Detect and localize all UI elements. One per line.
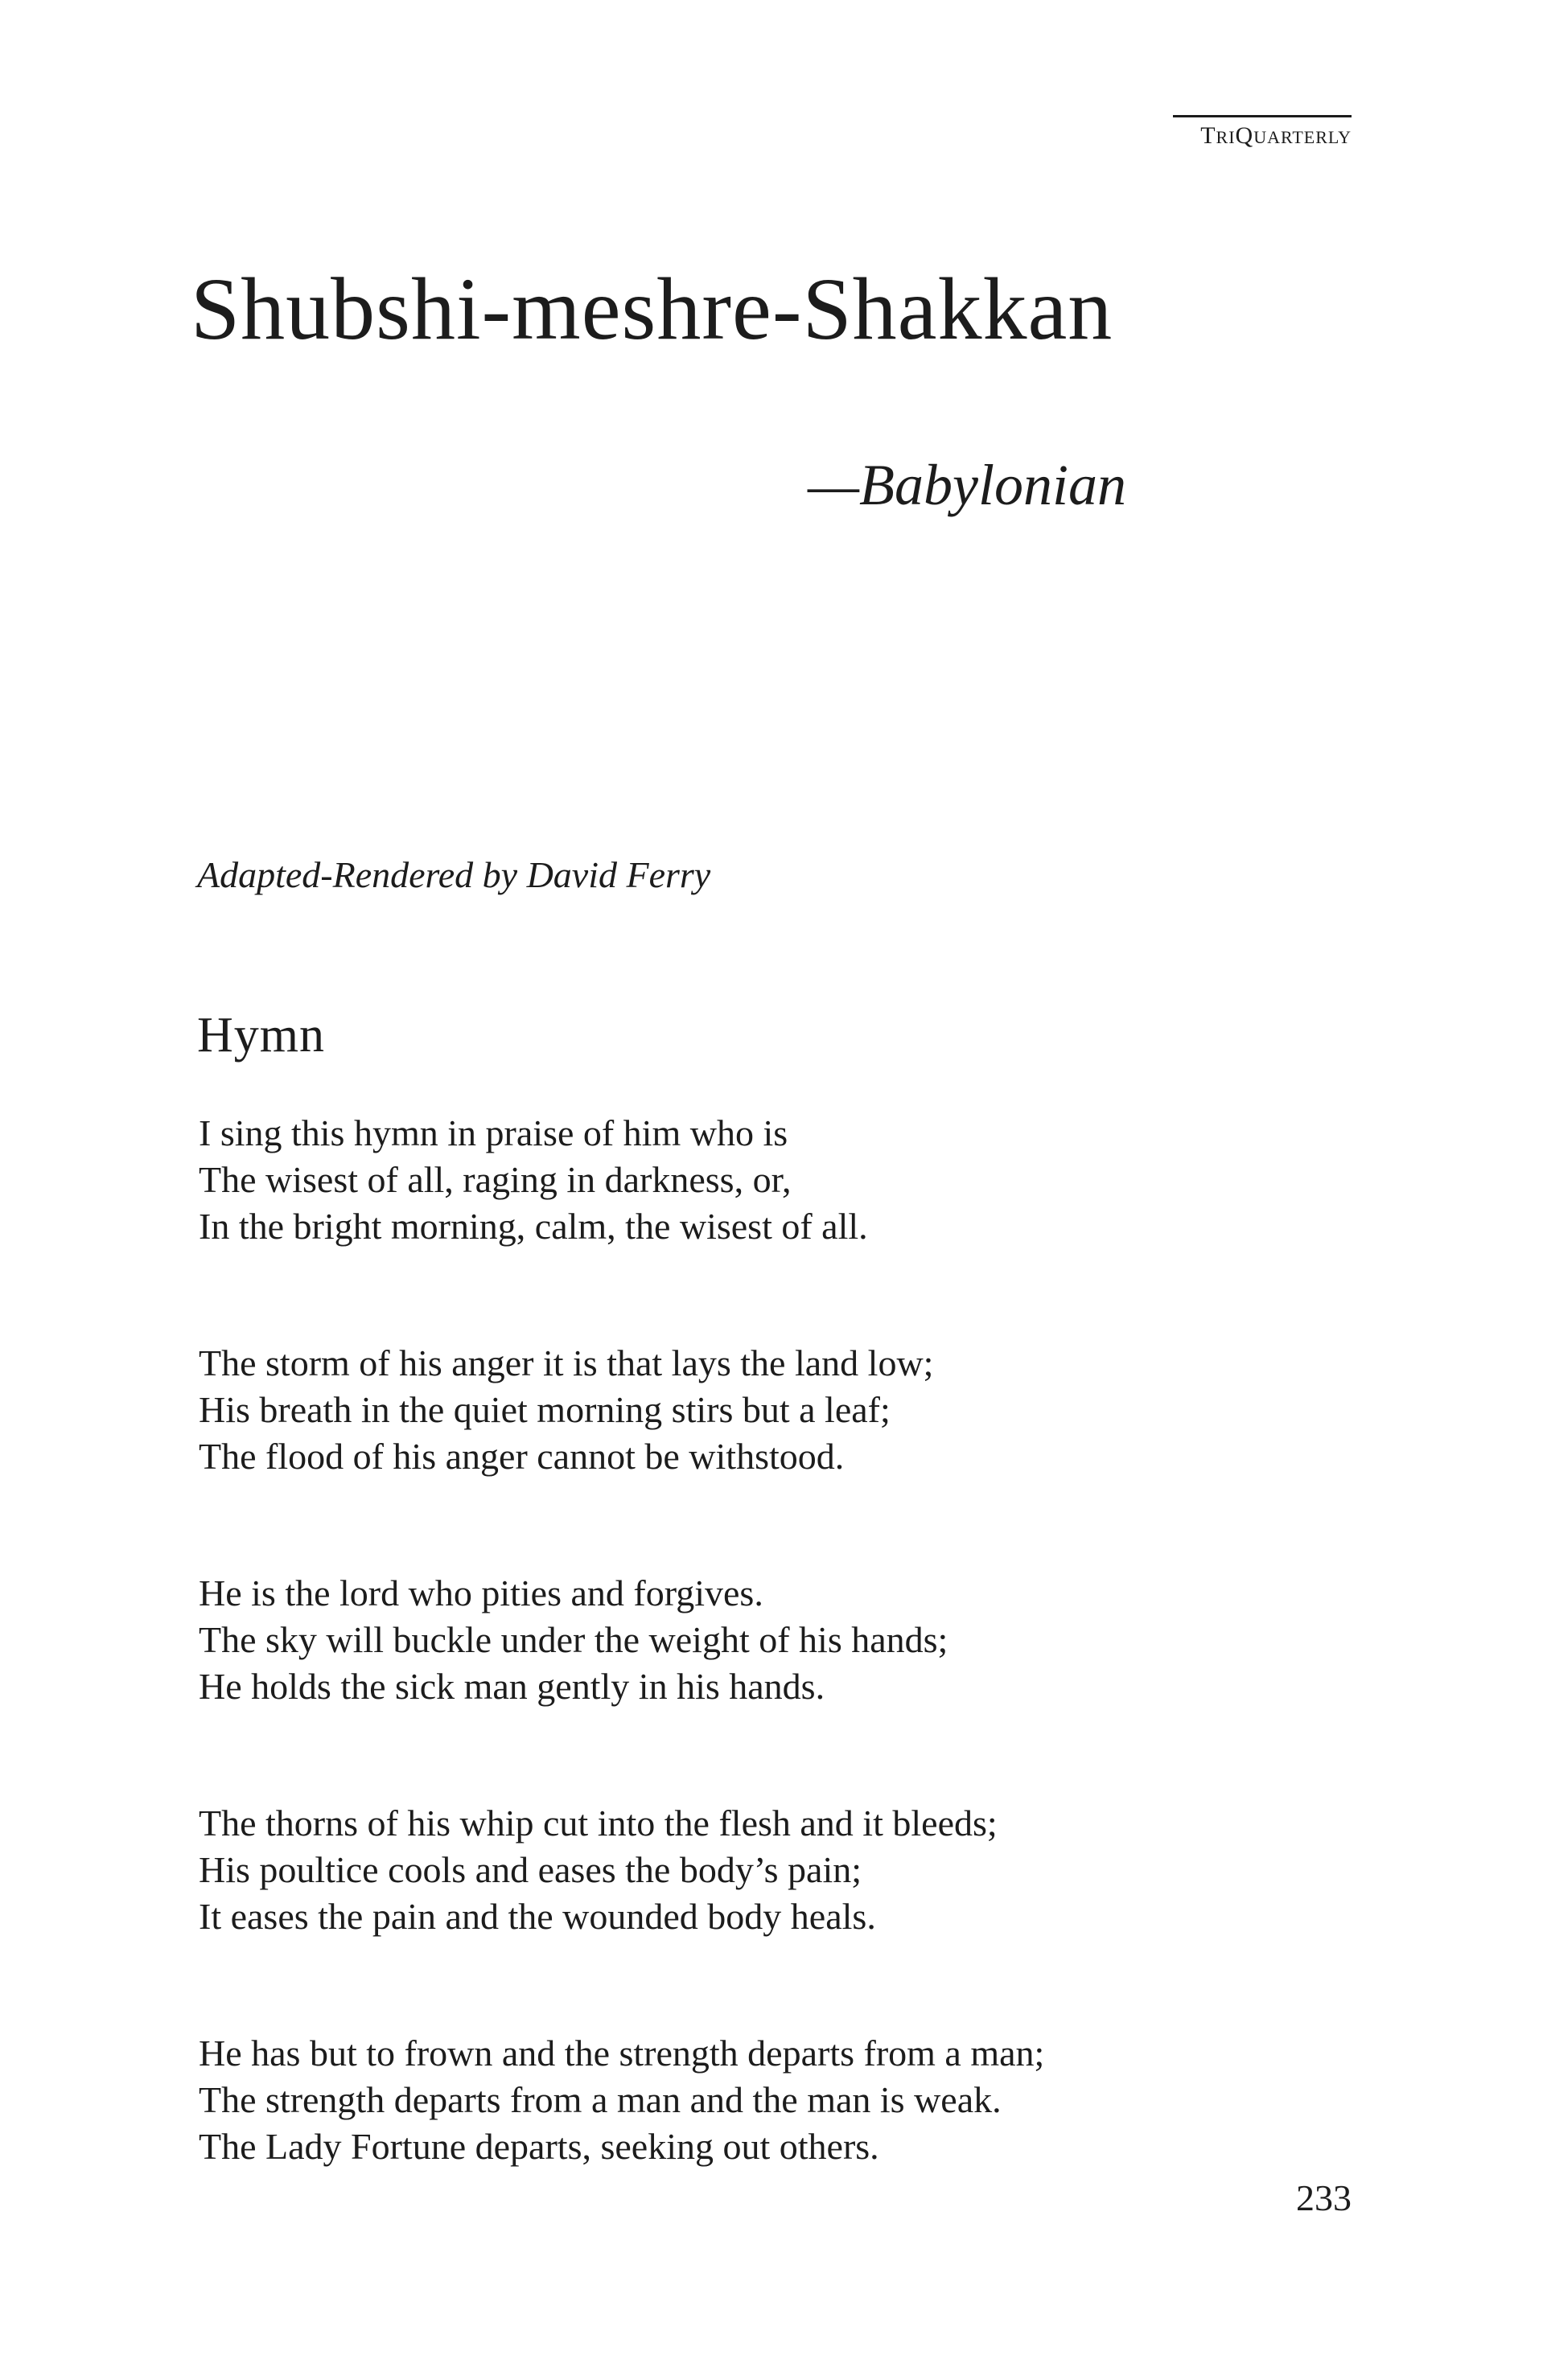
poem-line: The storm of his anger it is that lays the land low;: [199, 1342, 934, 1383]
running-head-smallcaps-ri: RI: [1216, 127, 1236, 147]
poem-title: Shubshi-meshre-Shakkan: [191, 260, 1113, 358]
stanza-1: [199, 1110, 1365, 1250]
poem-attribution: —Babylonian: [808, 453, 1126, 517]
poem-line: His breath in the quiet morning stirs but a leaf;: [199, 1389, 891, 1430]
poem-line: The wisest of all, raging in darkness, or,: [199, 1159, 792, 1200]
running-head-initial-t: T: [1200, 122, 1216, 149]
poem-line: The thorns of his whip cut into the flesh and it bleeds;: [199, 1802, 998, 1844]
stanza-4: [199, 1800, 1365, 1940]
poem-line: His poultice cools and eases the body’s pain;: [199, 1849, 862, 1890]
stanza-2: [199, 1340, 1365, 1480]
poem-line: The sky will buckle under the weight of his hands;: [199, 1619, 948, 1660]
poem-line: It eases the pain and the wounded body heals.: [199, 1896, 876, 1937]
running-head: [1173, 115, 1352, 150]
poem-line: The flood of his anger cannot be withstood.: [199, 1436, 845, 1477]
stanza-3: [199, 1570, 1365, 1710]
poem-line: The strength departs from a man and the man is weak.: [199, 2079, 1002, 2120]
page-number: 233: [1296, 2177, 1352, 2218]
stanza-5: [199, 2030, 1365, 2170]
poem-line: In the bright morning, calm, the wisest of all.: [199, 1206, 868, 1247]
poem-body: [199, 1110, 1365, 2260]
poem-line: He is the lord who pities and forgives.: [199, 1572, 763, 1613]
section-heading: Hymn: [197, 1008, 325, 1063]
running-head-smallcaps-uarterly: UARTERLY: [1253, 127, 1352, 147]
translator-credit: Adapted-Rendered by David Ferry: [197, 854, 711, 895]
running-head-initial-q: Q: [1235, 122, 1254, 149]
poem-line: I sing this hymn in praise of him who is: [199, 1112, 788, 1153]
poem-line: He has but to frown and the strength departs from a man;: [199, 2033, 1045, 2074]
poem-line: The Lady Fortune departs, seeking out others.: [199, 2126, 879, 2167]
poem-line: He holds the sick man gently in his hands.: [199, 1666, 825, 1707]
